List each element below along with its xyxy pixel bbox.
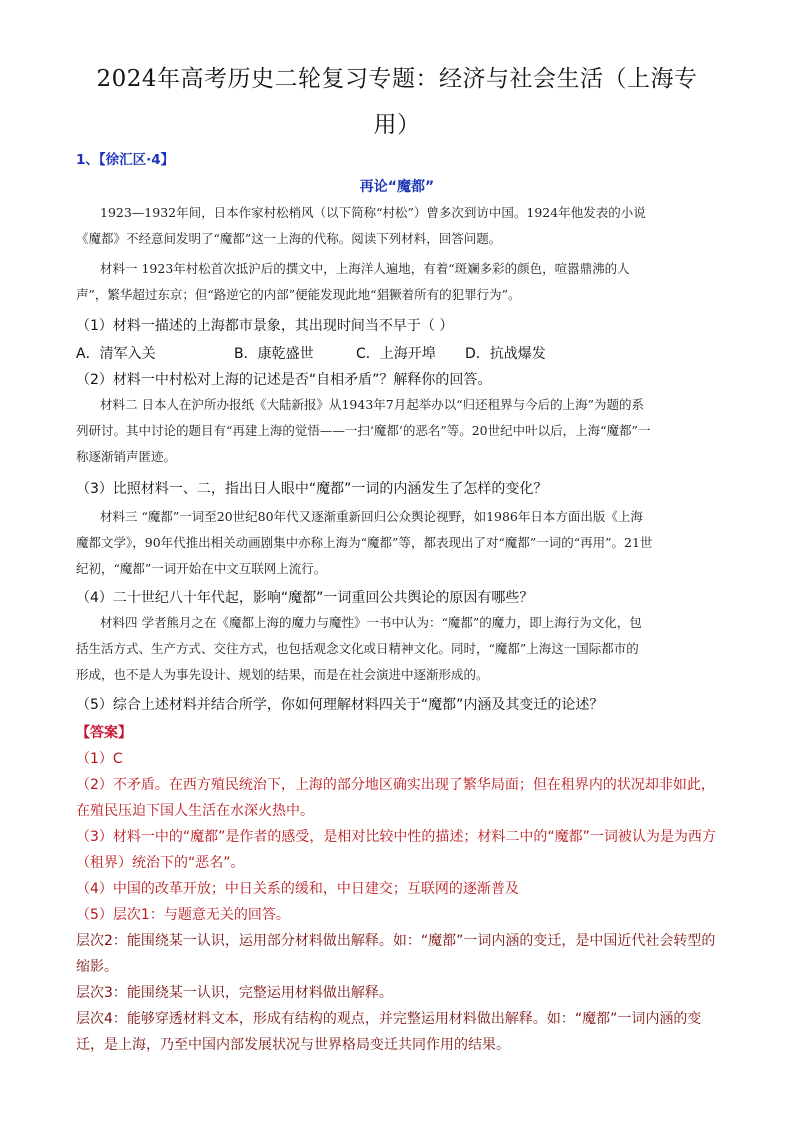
material-3-line-2: 魔都文学》，90年代推出相关动画剧集中亦称上海为“魔都”等，都表现出了对“魔都”一词的“再用”。21世 [76,535,653,550]
intro-passage [76,200,720,252]
material-2-line-3: 称逐渐销声匿迹。 [76,449,177,464]
answer-body [76,746,726,1058]
title-line-1: 2024年高考历史二轮复习专题：经济与社会生活（上海专 [96,66,698,92]
answer-3-line-1: （3）材料一中的“魔都”是作者的感受，是相对比较中性的描述；材料二中的“魔都”一词被认为是为西方 [76,829,716,845]
question-header: 1、【徐汇区·4】 [76,152,175,168]
answer-5-level-2-line-1: 层次2：能围绕某一认识，运用部分材料做出解释。如：“魔都”一词内涵的变迁，是中国近代社会转型的 [76,933,716,949]
question-5: （5）综合上述材料并结合所学，你如何理解材料四关于“魔都”内涵及其变迁的论述？ [76,697,604,713]
answer-5-level-1: （5）层次1：与题意无关的回答。 [76,907,290,923]
answer-2-line-1: （2）不矛盾。在西方殖民统治下，上海的部分地区确实出现了繁华局面；但在租界内的状况却非如此， [76,777,715,793]
material-1-line-1: 材料一 1923年村松首次抵沪后的撰文中，上海洋人遍地，有着“斑斓多彩的颜色，喧嚣鼎沸的人 [100,261,630,276]
option-a: A．清军入关 [76,346,156,362]
title-line-2: 用） [373,112,421,138]
answer-5-level-4-line-2: 迁，是上海，乃至中国内部发展状况与世界格局变迁共同作用的结果。 [76,1037,510,1053]
answer-4: （4）中国的改革开放；中日关系的缓和，中日建交；互联网的逐渐普及 [76,881,519,897]
answer-3-line-2: （租界）统治下的“恶名”。 [76,855,245,871]
material-2-line-2: 列研讨。其中讨论的题目有“再建上海的觉悟——一扫‘魔都’的恶名”等。20世纪中叶以后，上海“魔都”一 [76,423,651,438]
answer-5-level-4-line-1: 层次4：能够穿透材料文本，形成有结构的观点，并完整运用材料做出解释。如：“魔都”一词内涵的变 [76,1011,702,1027]
material-4-line-1: 材料四 学者熊月之在《魔都上海的魔力与魔性》一书中认为：“魔都”的魔力，即上海行为文化，包 [100,615,642,630]
option-c: C．上海开埠 [356,346,436,362]
answer-5-level-3: 层次3：能围绕某一认识，完整运用材料做出解释。 [76,985,393,1001]
intro-line-1: 1923—1932年间，日本作家村松梢风（以下简称“村松”）曾多次到访中国。1924年他发表的小说 [100,205,646,220]
material-3-line-3: 纪初，“魔都”一词开始在中文互联网上流行。 [76,561,327,576]
answer-label: 【答案】 [76,725,132,741]
material-2-line-1: 材料二 日本人在沪所办报纸《大陆新报》从1943年7月起举办以“归还租界与今后的上海”为题的系 [100,397,645,412]
material-4-line-3: 形成，也不是人为事先设计、规划的结果，而是在社会演进中逐渐形成的。 [76,667,489,682]
answer-2-line-2: 在殖民压迫下国人生活在水深火热中。 [76,803,314,819]
material-2 [76,392,720,470]
passage-subtitle: 再论“魔都” [359,179,435,195]
material-1 [76,256,720,308]
question-2: （2）材料一中村松对上海的记述是否“自相矛盾”？解释你的回答。 [76,372,492,388]
option-b: B．康乾盛世 [234,346,314,362]
answer-1: （1）C [76,751,123,767]
material-3 [76,504,720,582]
material-1-line-2: 声”，繁华超过东京；但“路逆它的内部”便能发现此地“猖獗着所有的犯罪行为”。 [76,287,521,302]
answer-5-level-2-line-2: 缩影。 [76,959,118,975]
material-4 [76,610,720,688]
material-4-line-2: 括生活方式、生产方式、交往方式，也包括观念文化或日精神文化。同时，“魔都”上海这一国际都市的 [76,641,639,656]
question-1: （1）材料一描述的上海都市景象，其出现时间当不早于（ ） [76,318,454,334]
question-4: （4）二十世纪八十年代起，影响“魔都”一词重回公共舆论的原因有哪些？ [76,590,534,606]
material-3-line-1: 材料三 “魔都”一词至20世纪80年代又逐渐重新回归公众舆论视野，如1986年日本方面出版《上海 [100,509,643,524]
intro-line-2: 《魔都》不经意间发明了“魔都”这一上海的代称。阅读下列材料，回答问题。 [76,231,502,246]
question-3: （3）比照材料一、二，指出日人眼中“魔都”一词的内涵发生了怎样的变化？ [76,481,548,497]
option-d: D．抗战爆发 [465,346,546,362]
page-title [70,56,724,148]
